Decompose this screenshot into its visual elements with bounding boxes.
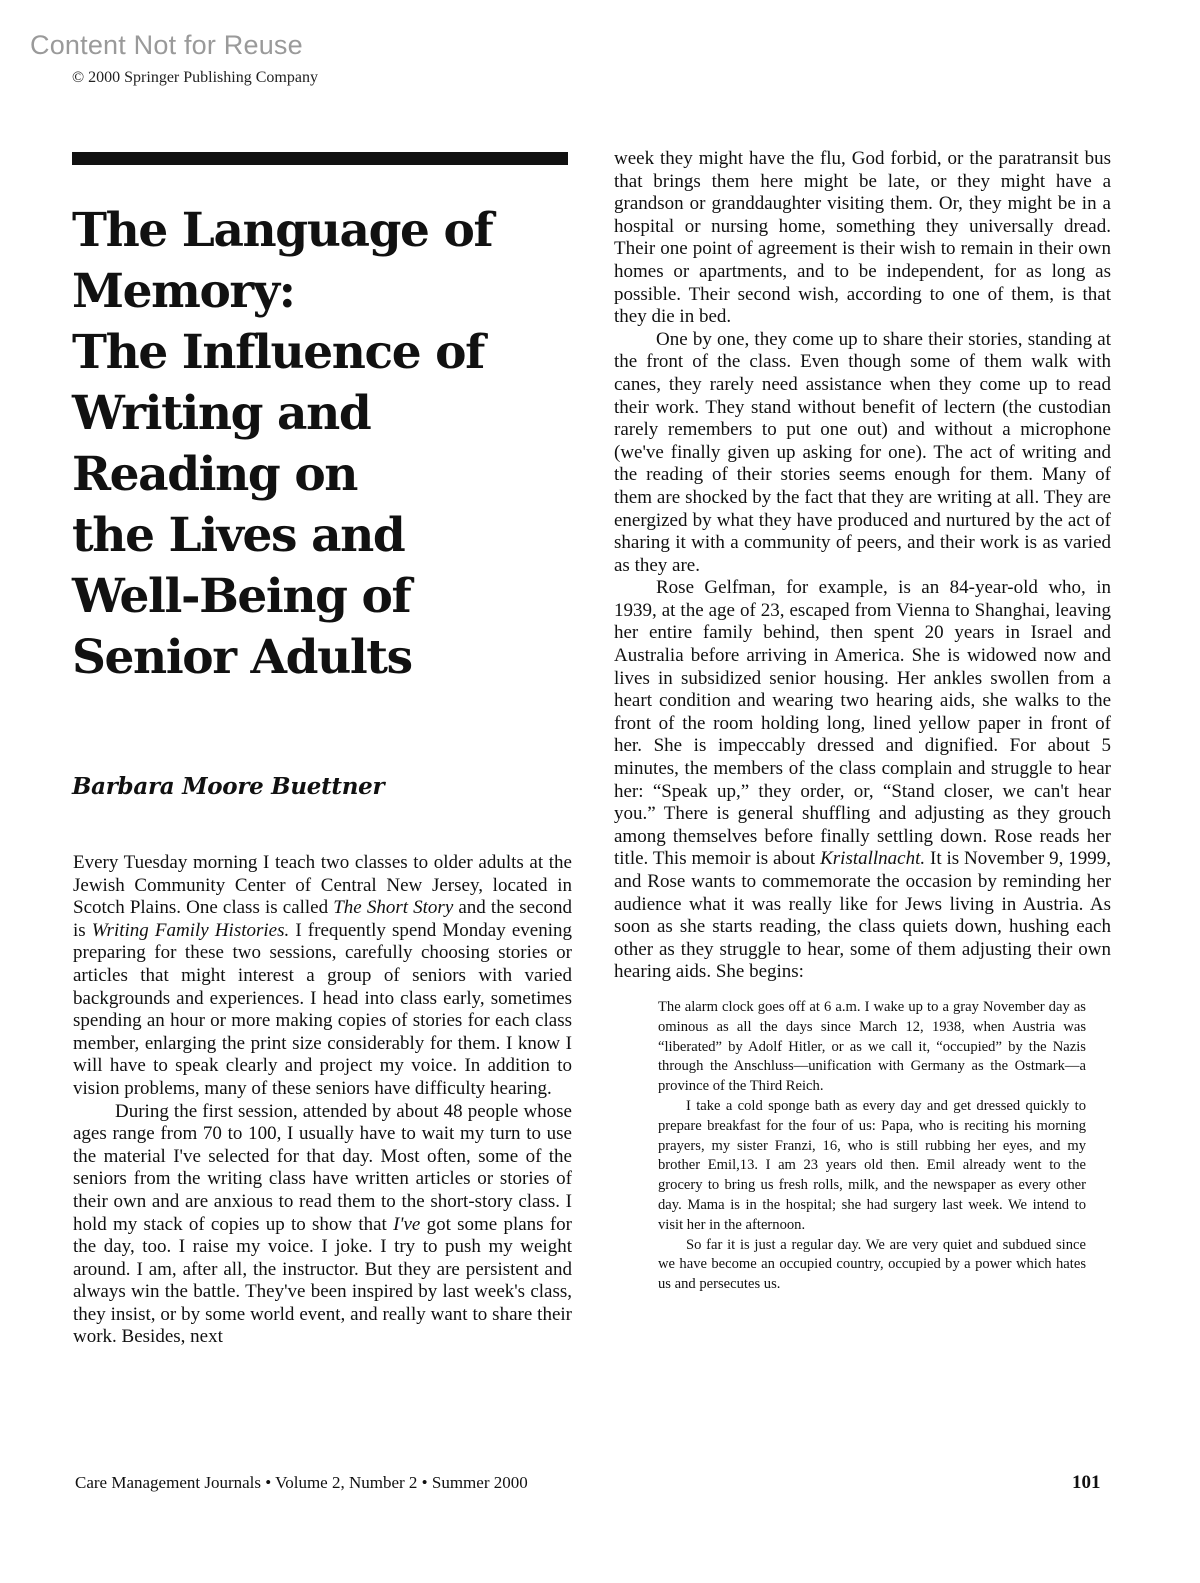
article-title (72, 200, 572, 688)
right-column (614, 148, 1111, 1295)
copyright-notice: © 2000 Springer Publishing Company (72, 69, 318, 86)
body-paragraph: Every Tuesday morning I teach two classes to older adults at the Jewish Community Center of Central New Jersey, located in Scotch Plains. One class is called The Short Story and the second is Writing Family Histories. I frequently spend Monday evening preparing for these two sessions, carefully choosing stories or articles that might interest a group of seniors with varied backgrounds and experiences. I head into class early, sometimes spending an hour or more making copies of stories for each class member, enlarging the print size considerably for them. I know I will have to speak clearly and project my voice. In addition to vision problems, many of these seniors have difficulty hearing. (73, 852, 573, 1099)
title-line: the Lives and (72, 508, 405, 563)
watermark: Content Not for Reuse (30, 30, 303, 60)
page-number: 101 (1072, 1472, 1101, 1493)
left-column (73, 852, 572, 1349)
body-paragraph: Rose Gelfman, for example, is an 84-year-old who, in 1939, at the age of 23, escaped from Vienna to Shanghai, leaving her entire family behind, then spent 20 years in Israel and Australia before arriving in America. She is widowed now and lives in subsidized senior housing. Her ankles swollen from a heart condition and wearing two hearing aids, she walks to the front of the room holding long, lined yellow paper in front of her. She is impeccably dressed and dignified. For about 5 minutes, the members of the class complain and struggle to hear her: “Speak up,” they order, or, “Stand closer, we can't hear you.” There is general shuffling and adjusting as they grouch among themselves before finally settling down. Rose reads her title. This memoir is about Kristallnacht. It is November 9, 1999, and Rose wants to commemorate the occasion by reminding her audience what it was really like for Jews living in Austria. As soon as she starts reading, the class quiets down, hushing each other as they struggle to hear, some of them adjusting their own hearing aids. She begins: (614, 577, 1111, 983)
title-line: Well-Being of (72, 569, 411, 624)
title-line: Reading on (72, 447, 358, 502)
title-line: The Language of (72, 203, 493, 258)
body-paragraph: week they might have the flu, God forbid, or the paratransit bus that brings them here might be late, or they might have a grandson or granddaughter visiting them. Or, they might be in a hospital or nursing home, something they universally dread. Their one point of agreement is their wish to remain in their own homes or apartments, and to be independent, for as long as possible. Their second wish, according to one of them, is that they die in bed. (614, 148, 1111, 328)
title-line: Senior Adults (72, 630, 412, 685)
body-paragraph: One by one, they come up to share their stories, standing at the front of the class. Even though some of them walk with canes, they rarely need assistance when they come up to read their work. They stand without benefit of lectern (the custodian rarely remembers to put one out) and without a microphone (we've finally given up asking for one). The act of writing and the reading of their stories seems enough for them. Many of them are shocked by the fact that they are writing at all. They are energized by what they have produced and nurtured by the act of sharing it with a community of peers, and their work is as varied as they are. (614, 328, 1111, 576)
title-line: The Influence of (72, 325, 484, 380)
title-line: Memory: (72, 264, 295, 319)
title-line: Writing and (72, 386, 371, 441)
excerpt-paragraph: The alarm clock goes off at 6 a.m. I wake up to a gray November day as ominous as all the days since March 12, 1938, when Austria was “liberated” by Adolf Hitler, or as we call it, “occupied” by the Nazis through the Anschluss—unification with Germany as the Ostmark—a province of the Third Reich. (658, 998, 1086, 1095)
excerpt-paragraph: So far it is just a regular day. We are very quiet and subdued since we have become an occupied country, occupied by a power which hates us and persecutes us. (658, 1236, 1086, 1293)
body-paragraph: During the first session, attended by about 48 people whose ages range from 70 to 100, I usually have to wait my turn to use the material I've selected for that day. Most often, some of the seniors from the writing class have written articles or stories of their own and are anxious to read them to the short-story class. I hold my stack of copies up to show that I've got some plans for the day, too. I raise my voice. I joke. I try to push my weight around. I am, after all, the instructor. But they are persistent and always win the battle. They've been inspired by last week's class, they insist, or by some world event, and really want to share their work. Besides, next (73, 1100, 572, 1348)
author-name: Barbara Moore Buettner (72, 773, 385, 800)
excerpt-paragraph: I take a cold sponge bath as every day and get dressed quickly to prepare breakfast for the four of us: Papa, who is reciting his morning prayers, my sister Franzi, 16, who is still rubbing her eyes, and my brother Emil,13. I am 23 years old then. Emil already went to the grocery to bring us fresh rolls, milk, and the newspaper as every other day. Mama is in the hospital; she had surgery last week. We intend to visit her in the afternoon. (658, 1097, 1086, 1233)
journal-citation: Care Management Journals • Volume 2, Number 2 • Summer 2000 (75, 1473, 528, 1492)
title-rule (72, 152, 568, 165)
memoir-excerpt (658, 998, 1086, 1295)
